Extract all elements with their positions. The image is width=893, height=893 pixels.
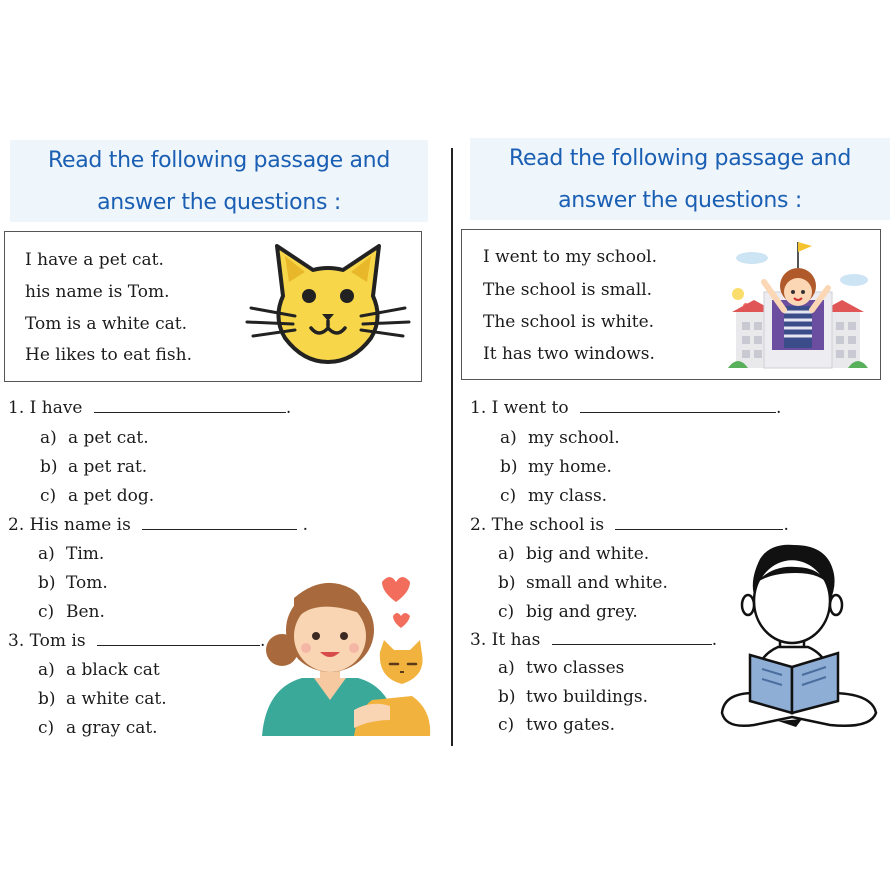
passage-line: It has two windows. bbox=[483, 344, 655, 364]
right-passage-box bbox=[461, 229, 881, 380]
option[interactable] bbox=[498, 602, 638, 622]
option[interactable] bbox=[498, 544, 649, 564]
option-text: small and white. bbox=[526, 573, 668, 593]
school-building-icon bbox=[724, 238, 872, 370]
boy-reading-book-icon bbox=[720, 543, 880, 733]
option-text: a pet rat. bbox=[68, 457, 148, 477]
option-text: big and white. bbox=[526, 544, 650, 564]
question-1 bbox=[470, 398, 781, 418]
question-3 bbox=[470, 630, 717, 650]
question-1 bbox=[8, 398, 291, 418]
girl-with-cat-icon bbox=[259, 560, 434, 736]
option-letter: c) bbox=[498, 715, 515, 735]
option-letter: b) bbox=[500, 457, 518, 477]
option-letter: b) bbox=[40, 457, 58, 477]
question-2 bbox=[470, 515, 789, 535]
question-prompt: 1. I went to bbox=[470, 398, 569, 418]
option[interactable] bbox=[498, 687, 648, 707]
question-prompt: 1. I have bbox=[8, 398, 83, 418]
answer-blank[interactable] bbox=[580, 399, 776, 413]
option[interactable] bbox=[498, 658, 624, 678]
option-text: Tom. bbox=[66, 573, 108, 593]
passage-line: The school is white. bbox=[483, 312, 655, 332]
option-text: a white cat. bbox=[66, 689, 167, 709]
option-text: a pet dog. bbox=[68, 486, 155, 506]
option-text: big and grey. bbox=[526, 602, 638, 622]
option-text: a black cat bbox=[66, 660, 160, 680]
option-text: two gates. bbox=[526, 715, 616, 735]
option-text: a pet cat. bbox=[68, 428, 149, 448]
answer-blank[interactable] bbox=[97, 632, 260, 646]
answer-blank[interactable] bbox=[615, 516, 783, 530]
option-text: two classes bbox=[526, 658, 625, 678]
passage-line: his name is Tom. bbox=[25, 282, 170, 302]
question-prompt: 2. His name is bbox=[8, 515, 131, 535]
option-text: Ben. bbox=[66, 602, 105, 622]
passage-line: I went to my school. bbox=[483, 247, 658, 267]
option-letter: a) bbox=[500, 428, 517, 448]
option-letter: c) bbox=[40, 486, 57, 506]
passage-line: Tom is a white cat. bbox=[25, 314, 188, 334]
question-end: . bbox=[783, 515, 789, 535]
option[interactable] bbox=[498, 715, 615, 735]
option-letter: c) bbox=[498, 602, 515, 622]
question-end: . bbox=[302, 515, 309, 535]
left-passage-box bbox=[4, 231, 422, 382]
option-text: my school. bbox=[528, 428, 620, 448]
answer-blank[interactable] bbox=[552, 631, 712, 645]
question-end: . bbox=[711, 630, 718, 650]
question-3 bbox=[8, 631, 265, 651]
question-prompt: 2. The school is bbox=[470, 515, 605, 535]
right-header bbox=[470, 138, 890, 220]
option-text: my home. bbox=[528, 457, 612, 477]
option[interactable] bbox=[38, 718, 158, 738]
column-divider bbox=[451, 148, 453, 746]
option-letter: a) bbox=[38, 544, 55, 564]
option-text: a gray cat. bbox=[66, 718, 158, 738]
option-letter: c) bbox=[500, 486, 517, 506]
question-2 bbox=[8, 515, 308, 535]
option-text: Tim. bbox=[66, 544, 105, 564]
option-letter: b) bbox=[38, 689, 56, 709]
option[interactable] bbox=[498, 573, 668, 593]
option[interactable] bbox=[40, 486, 154, 506]
cat-face-icon bbox=[243, 238, 413, 368]
option[interactable] bbox=[500, 428, 620, 448]
right-header-line2: answer the questions : bbox=[558, 188, 802, 213]
option[interactable] bbox=[500, 457, 612, 477]
question-prompt: 3. Tom is bbox=[8, 631, 86, 651]
option-letter: b) bbox=[498, 573, 516, 593]
option-letter: b) bbox=[498, 687, 516, 707]
option-text: my class. bbox=[528, 486, 608, 506]
option[interactable] bbox=[38, 602, 105, 622]
option[interactable] bbox=[38, 544, 104, 564]
left-header bbox=[10, 140, 428, 222]
option[interactable] bbox=[40, 457, 147, 477]
passage-line: He likes to eat fish. bbox=[25, 345, 192, 365]
option-letter: c) bbox=[38, 602, 55, 622]
passage-line: The school is small. bbox=[483, 280, 653, 300]
question-end: . bbox=[776, 398, 782, 418]
option-letter: a) bbox=[498, 658, 515, 678]
right-header-line1: Read the following passage and bbox=[508, 146, 851, 171]
option-text: two buildings. bbox=[526, 687, 649, 707]
option-letter: a) bbox=[38, 660, 55, 680]
option[interactable] bbox=[38, 689, 167, 709]
option-letter: a) bbox=[498, 544, 515, 564]
option[interactable] bbox=[500, 486, 607, 506]
option[interactable] bbox=[38, 573, 108, 593]
option[interactable] bbox=[40, 428, 149, 448]
option-letter: b) bbox=[38, 573, 56, 593]
question-end: . bbox=[285, 398, 292, 418]
question-end: . bbox=[259, 631, 266, 651]
option-letter: a) bbox=[40, 428, 57, 448]
left-header-line2: answer the questions : bbox=[97, 190, 341, 215]
left-header-line1: Read the following passage and bbox=[47, 148, 390, 173]
option[interactable] bbox=[38, 660, 160, 680]
answer-blank[interactable] bbox=[94, 399, 286, 413]
question-prompt: 3. It has bbox=[470, 630, 541, 650]
answer-blank[interactable] bbox=[142, 516, 297, 530]
passage-line: I have a pet cat. bbox=[25, 250, 164, 270]
option-letter: c) bbox=[38, 718, 55, 738]
